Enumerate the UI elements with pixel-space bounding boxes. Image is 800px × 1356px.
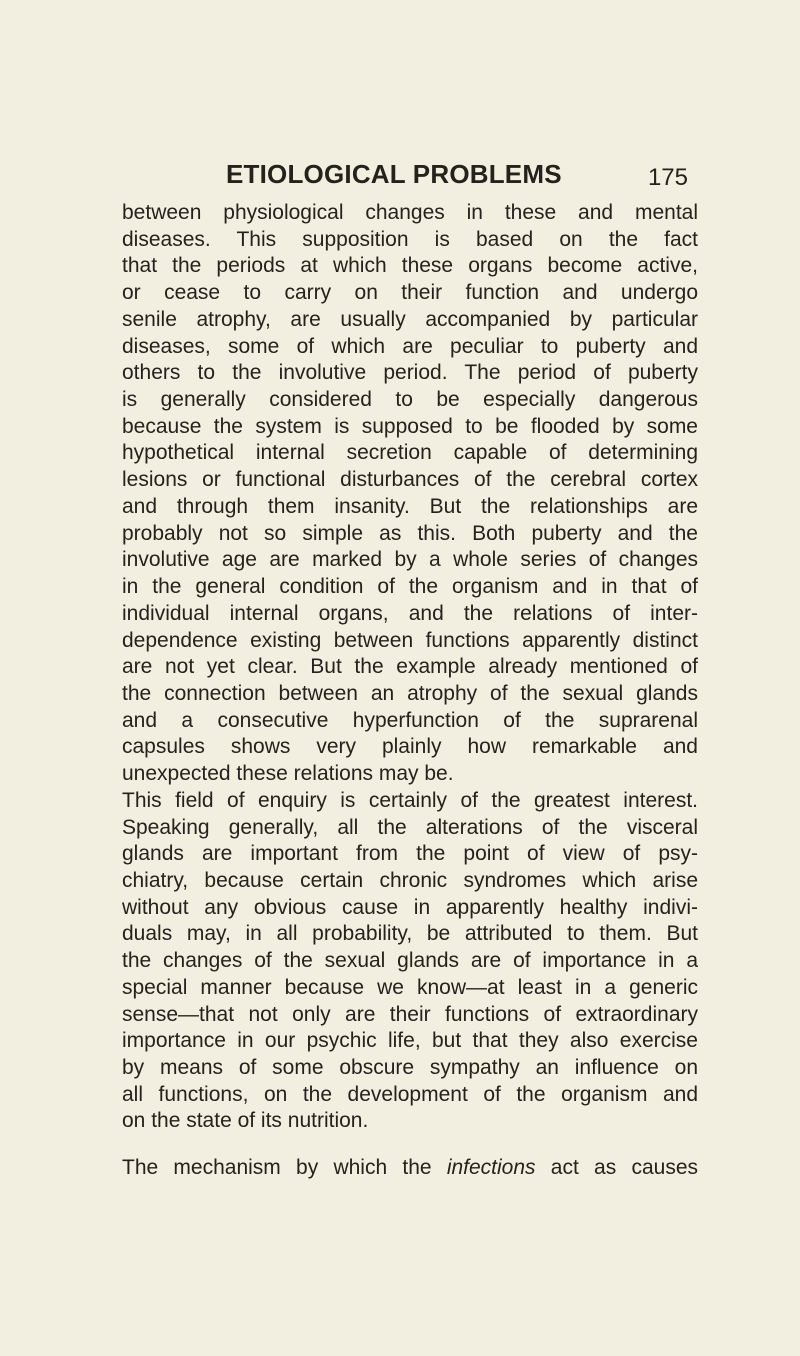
text-line: that the periods at which these organs become active, (122, 254, 698, 278)
line-text-before: The mechanism by which the (122, 1156, 447, 1180)
paragraph-gap (122, 1135, 698, 1155)
text-line: dependence existing between functions apparently distinct (122, 628, 698, 652)
paragraph (122, 200, 698, 788)
text-line: hypothetical internal secretion capable of determining (122, 441, 698, 465)
text-line: between physiological changes in these and mental (122, 201, 698, 224)
text-line: by means of some obscure sympathy an influence on (122, 1056, 698, 1079)
text-line: in the general condition of the organism and in that of (122, 575, 698, 599)
text-line: all functions, on the development of the organism and (122, 1082, 698, 1106)
text-line: This field of enquiry is certainly of the greatest interest. (122, 788, 698, 812)
text-line: without any obvious cause in apparently healthy indivi- (122, 895, 698, 919)
text-line: because the system is supposed to be flooded by some (122, 414, 698, 438)
text-line: capsules shows very plainly how remarkable and (122, 735, 698, 759)
running-header (122, 158, 698, 192)
text-line: glands are important from the point of view of psy- (122, 842, 698, 866)
text-line: the connection between an atrophy of the sexual glands (122, 681, 698, 705)
text-line: importance in our psychic life, but that they also exercise (122, 1029, 698, 1053)
text-line: involutive age are marked by a whole series of changes (122, 548, 698, 572)
text-line: senile atrophy, are usually accompanied by particular (122, 307, 698, 331)
text-line: individual internal organs, and the relations of inter- (122, 601, 698, 625)
text-line: diseases, some of which are peculiar to puberty and (122, 334, 698, 358)
text-line: the changes of the sexual glands are of importance in a (122, 949, 698, 973)
text-line: lesions or functional disturbances of the cerebral cortex (122, 468, 698, 492)
text-line: and a consecutive hyperfunction of the suprarenal (122, 708, 698, 732)
text-line: diseases. This supposition is based on the fact (122, 227, 698, 251)
text-line: is generally considered to be especially dangerous (122, 388, 698, 412)
chapter-title: ETIOLOGICAL PROBLEMS (226, 159, 562, 189)
text-line (122, 1155, 698, 1182)
text-line: duals may, in all probability, be attributed to them. But (122, 922, 698, 946)
paragraph (122, 788, 698, 1135)
line-text-after: act as causes (535, 1156, 698, 1180)
text-line: or cease to carry on their function and undergo (122, 281, 698, 305)
page-number: 175 (647, 164, 688, 191)
text-line: and through them insanity. But the relationships are (122, 494, 698, 518)
text-line: on the state of its nutrition. (122, 1109, 369, 1133)
body-text (122, 200, 698, 1182)
text-line: are not yet clear. But the example already mentioned of (122, 655, 698, 679)
text-line: probably not so simple as this. Both puberty and the (122, 521, 698, 545)
text-line: chiatry, because certain chronic syndromes which arise (122, 868, 698, 892)
text-line: Speaking generally, all the alterations of the visceral (122, 815, 698, 839)
emphasized-word: infections (446, 1156, 536, 1180)
text-line: sense—that not only are their functions of extraordinary (122, 1002, 698, 1026)
text-line: special manner because we know—at least in a generic (122, 975, 698, 999)
text-line: unexpected these relations may be. (122, 762, 454, 786)
text-line: others to the involutive period. The period of puberty (122, 361, 698, 385)
